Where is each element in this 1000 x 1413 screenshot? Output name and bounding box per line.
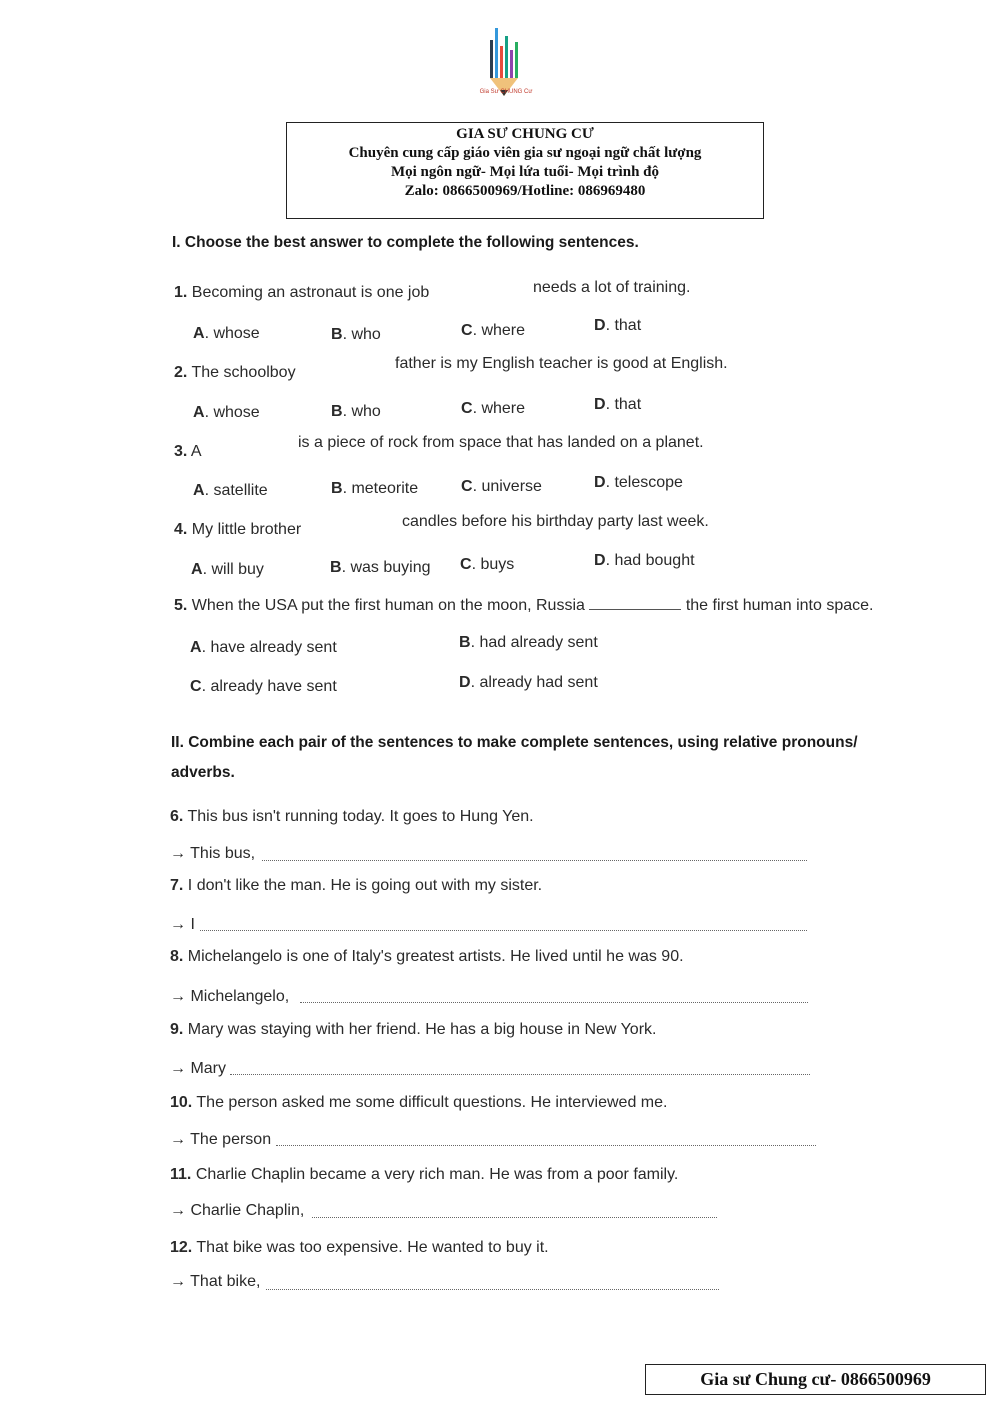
logo-caption: Gia Sư CHUNG Cư — [479, 89, 533, 95]
option-c[interactable]: C. universe — [461, 478, 542, 495]
option-c[interactable]: C. buys — [460, 556, 515, 573]
option-d[interactable]: D. that — [594, 317, 642, 334]
combine-question-6: 6. This bus isn't running today. It goes to Hung Yen. — [170, 808, 534, 825]
option-d[interactable]: D. that — [594, 396, 642, 413]
option-b[interactable]: B. who — [331, 403, 381, 420]
question-4-after: candles before his birthday party last week. — [402, 513, 709, 530]
answer-line-8[interactable] — [300, 1002, 808, 1003]
question-4: 4. My little brother — [174, 521, 302, 538]
option-b[interactable]: B. had already sent — [459, 634, 598, 651]
answer-prompt-7: → I — [170, 916, 195, 933]
section-2-title: II. Combine each pair of the sentences to make complete sentences, using relative pronouns/ — [171, 734, 858, 751]
option-c[interactable]: C. where — [461, 322, 526, 339]
option-a[interactable]: A. have already sent — [190, 639, 337, 656]
header-box — [286, 122, 764, 219]
answer-blank[interactable] — [589, 597, 681, 610]
section-1-title: I. Choose the best answer to complete the following sentences. — [172, 234, 639, 251]
header-line-1: Chuyên cung cấp giáo viên gia sư ngoại ngữ chất lượng — [348, 145, 702, 161]
answer-prompt-10: → The person — [170, 1131, 272, 1148]
option-c[interactable]: C. where — [461, 400, 526, 417]
option-b[interactable]: B. was buying — [330, 559, 431, 576]
answer-line-6[interactable] — [262, 860, 807, 861]
question-2-after: father is my English teacher is good at English. — [395, 355, 728, 372]
answer-prompt-11: → Charlie Chaplin, — [170, 1202, 305, 1219]
question-text-before: Becoming an astronaut is one job — [191, 284, 430, 301]
option-a[interactable]: A. whose — [193, 325, 260, 342]
answer-prompt-8: → Michelangelo, — [170, 988, 290, 1005]
answer-prompt-9: → Mary — [170, 1060, 226, 1077]
combine-question-8: 8. Michelangelo is one of Italy's greatest artists. He lived until he was 90. — [170, 948, 684, 965]
option-b[interactable]: B. meteorite — [331, 480, 419, 497]
combine-question-9: 9. Mary was staying with her friend. He has a big house in New York. — [170, 1021, 657, 1038]
answer-prompt-6: → This bus, — [170, 845, 256, 862]
question-5: 5. When the USA put the first human on the moon, Russia the first human into space. — [174, 597, 874, 614]
section-2-title-cont: adverbs. — [171, 764, 235, 781]
question-3-after: is a piece of rock from space that has landed on a planet. — [298, 434, 704, 451]
option-b[interactable]: B. who — [331, 326, 381, 343]
header-line-3: Zalo: 0866500969/Hotline: 086969480 — [404, 183, 646, 199]
option-a[interactable]: A. whose — [193, 404, 260, 421]
option-d[interactable]: D. had bought — [594, 552, 695, 569]
option-c[interactable]: C. already have sent — [190, 678, 337, 695]
answer-prompt-12: → That bike, — [170, 1273, 261, 1290]
combine-question-12: 12. That bike was too expensive. He wanted to buy it. — [170, 1239, 549, 1256]
question-2: 2. The schoolboy — [174, 364, 296, 381]
answer-line-12[interactable] — [266, 1289, 719, 1290]
question-3: 3. A — [174, 443, 202, 460]
answer-line-7[interactable] — [200, 930, 807, 931]
combine-question-10: 10. The person asked me some difficult questions. He interviewed me. — [170, 1094, 668, 1111]
option-d[interactable]: D. already had sent — [459, 674, 598, 691]
option-a[interactable]: A. satellite — [193, 482, 268, 499]
question-1 — [174, 284, 429, 302]
answer-line-11[interactable] — [312, 1217, 717, 1218]
combine-question-7: 7. I don't like the man. He is going out with my sister. — [170, 877, 543, 894]
header-title: GIA SƯ CHUNG CƯ — [456, 126, 594, 142]
question-1-after: needs a lot of training. — [533, 279, 691, 296]
combine-question-11: 11. Charlie Chaplin became a very rich man. He was from a poor family. — [170, 1166, 679, 1183]
question-number: 1. — [174, 284, 188, 301]
header-line-2: Mọi ngôn ngữ- Mọi lứa tuổi- Mọi trình độ — [390, 164, 659, 180]
option-d[interactable]: D. telescope — [594, 474, 683, 491]
answer-line-9[interactable] — [230, 1074, 810, 1075]
footer-box: Gia sư Chung cư- 0866500969 — [645, 1364, 986, 1395]
option-a[interactable]: A. will buy — [191, 561, 264, 578]
answer-line-10[interactable] — [276, 1145, 816, 1146]
